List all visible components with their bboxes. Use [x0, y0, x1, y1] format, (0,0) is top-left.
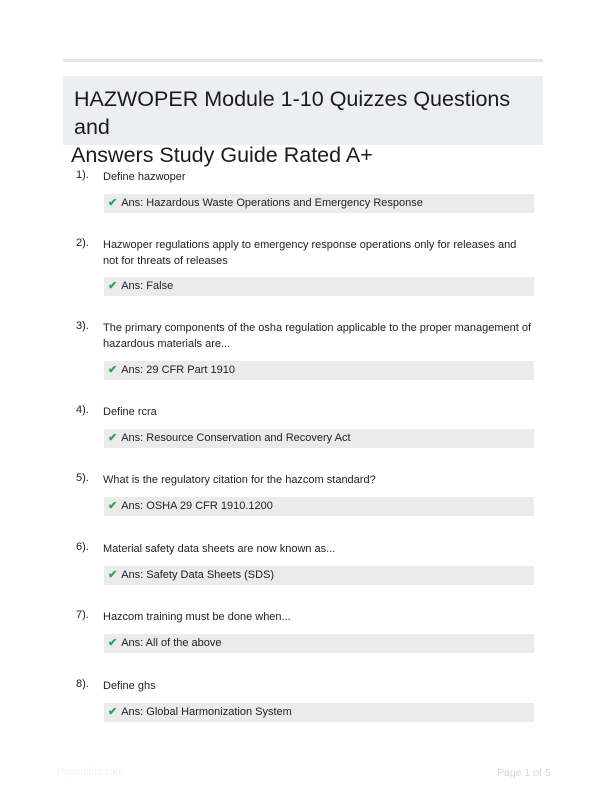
- answer-text: Ans: Hazardous Waste Operations and Emergency Response: [121, 197, 423, 209]
- check-icon: ✔: [108, 364, 118, 376]
- question-number: 1).: [76, 169, 89, 181]
- question-number: 5).: [76, 472, 89, 484]
- question-number: 7).: [76, 609, 89, 621]
- check-icon: ✔: [108, 432, 118, 444]
- answer-text: Ans: False: [121, 280, 174, 292]
- answer-box: [104, 566, 534, 585]
- answer-box: [104, 497, 534, 516]
- question-text: Hazwoper regulations apply to emergency response operations only for releases and not for threats of releases: [103, 239, 517, 267]
- check-icon: ✔: [108, 280, 118, 292]
- question-number: 3).: [76, 320, 89, 332]
- answer-box: [104, 361, 534, 380]
- answer-box: [104, 634, 534, 653]
- answer-text: Ans: Safety Data Sheets (SDS): [121, 569, 275, 581]
- check-icon: ✔: [108, 637, 118, 649]
- question-text: The primary components of the osha regulation applicable to the proper management of hazardous materials are...: [103, 322, 532, 350]
- question-number: 8).: [76, 678, 89, 690]
- top-divider: [63, 59, 543, 62]
- title-banner: [63, 76, 543, 167]
- answer-text: Ans: 29 CFR Part 1910: [121, 364, 235, 376]
- answer-text: Ans: OSHA 29 CFR 1910.1200: [121, 500, 273, 512]
- question-number: 2).: [76, 237, 89, 249]
- question-text: Define ghs: [103, 680, 156, 692]
- footer-watermark: Papersbio.com: [57, 767, 124, 778]
- check-icon: ✔: [108, 500, 118, 512]
- answer-text: Ans: Global Harmonization System: [121, 706, 292, 718]
- answer-text: Ans: Resource Conservation and Recovery Act: [121, 432, 351, 444]
- question-text: Material safety data sheets are now known as...: [103, 543, 336, 555]
- page-indicator: Page 1 of 5: [497, 767, 551, 779]
- title-line-2: Answers Study Guide Rated A+: [71, 143, 373, 167]
- answer-box: [104, 194, 534, 213]
- document-title: [71, 85, 535, 169]
- check-icon: ✔: [108, 569, 118, 581]
- question-text: Hazcom training must be done when...: [103, 611, 291, 623]
- question-text: Define hazwoper: [103, 171, 186, 183]
- question-number: 6).: [76, 541, 89, 553]
- answer-text: Ans: All of the above: [121, 637, 222, 649]
- question-text: Define rcra: [103, 406, 157, 418]
- title-line-1: HAZWOPER Module 1-10 Quizzes Questions and: [74, 87, 511, 139]
- answer-box: [104, 277, 534, 296]
- answer-box: [104, 703, 534, 722]
- question-text: What is the regulatory citation for the hazcom standard?: [103, 474, 376, 486]
- check-icon: ✔: [108, 197, 118, 209]
- check-icon: ✔: [108, 706, 118, 718]
- answer-box: [104, 429, 534, 448]
- question-number: 4).: [76, 404, 89, 416]
